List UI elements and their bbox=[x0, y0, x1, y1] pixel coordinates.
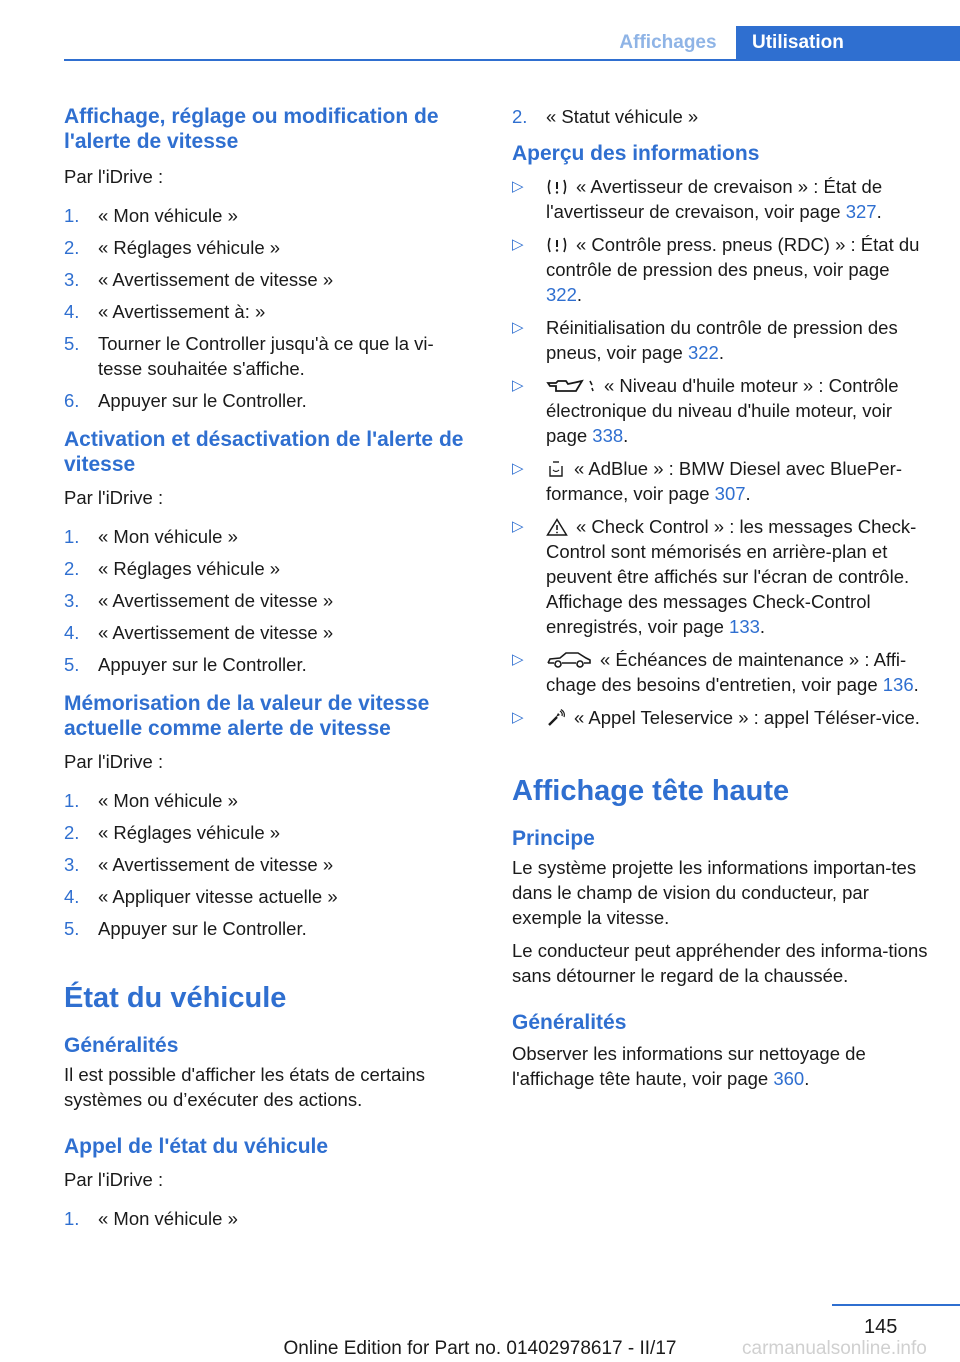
list-item bbox=[512, 705, 928, 730]
bullet-triangle-icon: ▷ bbox=[512, 377, 524, 394]
section-title-activation: Activation et désactivation de l'alerte de vitesse bbox=[64, 428, 464, 476]
step-text: Appuyer sur le Controller. bbox=[98, 918, 307, 939]
list-item bbox=[64, 331, 472, 381]
step-number: 2. bbox=[64, 558, 80, 579]
page-link[interactable]: 322 bbox=[687, 342, 719, 363]
section-title-principle: Principe bbox=[512, 827, 595, 850]
page-link[interactable]: 136 bbox=[882, 674, 914, 695]
section-text: Le système projette les informations importan-tes dans le champ de vision du conducteur, par exemple la vitesse. bbox=[512, 857, 917, 928]
item-text: « Avertisseur de crevaison » : État de l'avertisseur de crevaison, voir page bbox=[546, 176, 883, 222]
step-text: Appuyer sur le Controller. bbox=[98, 654, 307, 675]
bullet-triangle-icon: ▷ bbox=[512, 651, 524, 668]
step-text: « Mon véhicule » bbox=[98, 526, 238, 547]
list-item bbox=[64, 820, 472, 845]
left-column bbox=[64, 100, 472, 1238]
list-item bbox=[64, 652, 472, 677]
list-item bbox=[64, 203, 472, 228]
tab-affichages[interactable]: Affichages bbox=[619, 32, 717, 53]
page-link[interactable]: 322 bbox=[546, 284, 577, 305]
step-number: 3. bbox=[64, 590, 80, 611]
car-service-icon bbox=[546, 651, 592, 669]
section-title-speed-alert: Affichage, réglage ou modification de l'alerte de vitesse bbox=[64, 105, 439, 153]
step-list bbox=[64, 1206, 472, 1231]
section-intro: Par l'iDrive : bbox=[64, 166, 164, 187]
step-text: « Réglages véhicule » bbox=[98, 237, 281, 258]
chapter-title-vehicle-status: État du véhicule bbox=[64, 982, 287, 1014]
list-item bbox=[64, 588, 472, 613]
adblue-icon bbox=[546, 460, 566, 478]
step-number: 6. bbox=[64, 390, 80, 411]
wrench-icon bbox=[546, 709, 566, 727]
section-title-memorize: Mémorisation de la valeur de vitesse actuelle comme alerte de vitesse bbox=[64, 692, 430, 740]
list-item bbox=[64, 852, 472, 877]
oil-can-icon bbox=[546, 377, 596, 395]
step-text: « Mon véhicule » bbox=[98, 205, 238, 226]
item-end: . bbox=[876, 201, 882, 222]
tab-utilisation[interactable]: Utilisation bbox=[736, 26, 960, 61]
list-item bbox=[64, 620, 472, 645]
item-text: « AdBlue » : BMW Diesel avec BluePer-formance, voir page bbox=[546, 458, 903, 504]
page-link[interactable]: 338 bbox=[592, 425, 624, 446]
list-item bbox=[64, 388, 472, 413]
tire-warning-icon bbox=[546, 178, 568, 196]
step-text: « Réglages véhicule » bbox=[98, 558, 281, 579]
list-item bbox=[64, 1206, 472, 1231]
step-text: « Appliquer vitesse actuelle » bbox=[98, 886, 338, 907]
item-text: « Contrôle press. pneus (RDC) » : État du contrôle de pression des pneus, voir page bbox=[546, 234, 920, 280]
step-text: « Avertissement de vitesse » bbox=[98, 854, 334, 875]
bullet-triangle-icon: ▷ bbox=[512, 178, 524, 195]
step-number: 3. bbox=[64, 854, 80, 875]
section-title-call-status: Appel de l'état du véhicule bbox=[64, 1135, 329, 1158]
section-text: Le conducteur peut appréhender des informa-tions sans détourner le regard de la chaussée. bbox=[512, 940, 928, 986]
section-text: Il est possible d'afficher les états de certains systèmes ou d’exécuter des actions. bbox=[64, 1064, 426, 1110]
bullet-triangle-icon: ▷ bbox=[512, 236, 524, 253]
step-text: « Mon véhicule » bbox=[98, 1208, 238, 1229]
step-number: 1. bbox=[64, 205, 80, 226]
step-number: 5. bbox=[64, 654, 80, 675]
list-item bbox=[512, 232, 928, 307]
step-number: 2. bbox=[64, 237, 80, 258]
bullet-triangle-icon: ▷ bbox=[512, 460, 524, 477]
list-item bbox=[64, 556, 472, 581]
item-end: . bbox=[745, 483, 751, 504]
section-intro: Par l'iDrive : bbox=[64, 1169, 164, 1190]
item-end: . bbox=[623, 425, 629, 446]
page-link[interactable]: 360 bbox=[773, 1068, 805, 1089]
warning-triangle-icon bbox=[546, 518, 568, 536]
step-number: 2. bbox=[512, 106, 528, 127]
step-list bbox=[512, 104, 928, 129]
step-number: 1. bbox=[64, 526, 80, 547]
bullet-triangle-icon: ▷ bbox=[512, 319, 524, 336]
list-item bbox=[512, 514, 928, 639]
section-title-general: Généralités bbox=[512, 1011, 627, 1034]
bullet-triangle-icon: ▷ bbox=[512, 709, 524, 726]
step-number: 1. bbox=[64, 1208, 80, 1229]
list-item bbox=[64, 235, 472, 260]
item-end: . bbox=[718, 342, 724, 363]
item-text: « Niveau d'huile moteur » : Contrôle électronique du niveau d'huile moteur, voir page bbox=[546, 375, 899, 446]
chapter-title-hud: Affichage tête haute bbox=[512, 775, 790, 807]
page-link[interactable]: 327 bbox=[845, 201, 877, 222]
step-text: « Mon véhicule » bbox=[98, 790, 238, 811]
list-item bbox=[64, 884, 472, 909]
list-item bbox=[64, 524, 472, 549]
list-item bbox=[64, 267, 472, 292]
step-number: 5. bbox=[64, 333, 80, 354]
step-list bbox=[64, 788, 472, 941]
page-link[interactable]: 133 bbox=[729, 616, 760, 637]
step-text: « Avertissement de vitesse » bbox=[98, 590, 334, 611]
item-text: Réinitialisation du contrôle de pression des pneus, voir page bbox=[546, 317, 898, 363]
paragraph-end: . bbox=[804, 1068, 810, 1089]
tire-pressure-icon bbox=[546, 236, 568, 254]
watermark: carmanualsonline.info bbox=[742, 1338, 927, 1359]
item-text: « Échéances de maintenance » : Affi-chage des besoins d'entretien, voir page bbox=[546, 649, 907, 695]
info-list bbox=[512, 174, 928, 730]
step-text: « Statut véhicule » bbox=[546, 106, 699, 127]
item-end: . bbox=[576, 284, 583, 305]
step-text: « Avertissement de vitesse » bbox=[98, 622, 334, 643]
section-title-general: Généralités bbox=[64, 1034, 179, 1057]
list-item bbox=[64, 299, 472, 324]
item-end: . bbox=[759, 616, 766, 637]
list-item bbox=[512, 174, 928, 224]
step-number: 4. bbox=[64, 886, 80, 907]
step-text: « Avertissement à: » bbox=[98, 301, 266, 322]
bullet-triangle-icon: ▷ bbox=[512, 518, 524, 535]
step-text: Tourner le Controller jusqu'à ce que la vi-tesse souhaitée s'affiche. bbox=[98, 333, 434, 379]
list-item bbox=[64, 916, 472, 941]
step-number: 1. bbox=[64, 790, 80, 811]
section-intro: Par l'iDrive : bbox=[64, 487, 164, 508]
step-number: 5. bbox=[64, 918, 80, 939]
section-intro: Par l'iDrive : bbox=[64, 751, 164, 772]
item-text: « Check Control » : les messages Check-Control sont mémorisés en arrière-plan et peuvent être affichés sur l'écran de contrôle. Affichage des messages Check-Control enregistrés, voir page bbox=[546, 516, 917, 637]
item-text: « Appel Teleservice » : appel Téléser-vice. bbox=[574, 707, 920, 728]
list-item bbox=[512, 456, 928, 506]
footer-rule bbox=[832, 1304, 960, 1306]
page-link[interactable]: 307 bbox=[714, 483, 746, 504]
step-number: 4. bbox=[64, 301, 80, 322]
step-number: 4. bbox=[64, 622, 80, 643]
edition-note: Online Edition for Part no. 01402978617 - II/17 bbox=[283, 1338, 677, 1359]
list-item bbox=[64, 788, 472, 813]
step-text: Appuyer sur le Controller. bbox=[98, 390, 307, 411]
step-number: 2. bbox=[64, 822, 80, 843]
list-item bbox=[512, 315, 928, 365]
list-item bbox=[512, 104, 928, 129]
page-number: 145 bbox=[864, 1316, 898, 1338]
step-text: « Avertissement de vitesse » bbox=[98, 269, 334, 290]
item-end: . bbox=[913, 674, 919, 695]
step-list bbox=[64, 524, 472, 677]
step-text: « Réglages véhicule » bbox=[98, 822, 281, 843]
list-item bbox=[512, 373, 928, 448]
section-text bbox=[512, 1041, 928, 1091]
list-item bbox=[512, 647, 928, 697]
right-column bbox=[512, 100, 928, 1091]
step-number: 3. bbox=[64, 269, 80, 290]
section-title-overview: Aperçu des informations bbox=[512, 142, 760, 165]
paragraph-text: Observer les informations sur nettoyage de l'affichage tête haute, voir page bbox=[512, 1043, 866, 1089]
step-list bbox=[64, 203, 472, 413]
